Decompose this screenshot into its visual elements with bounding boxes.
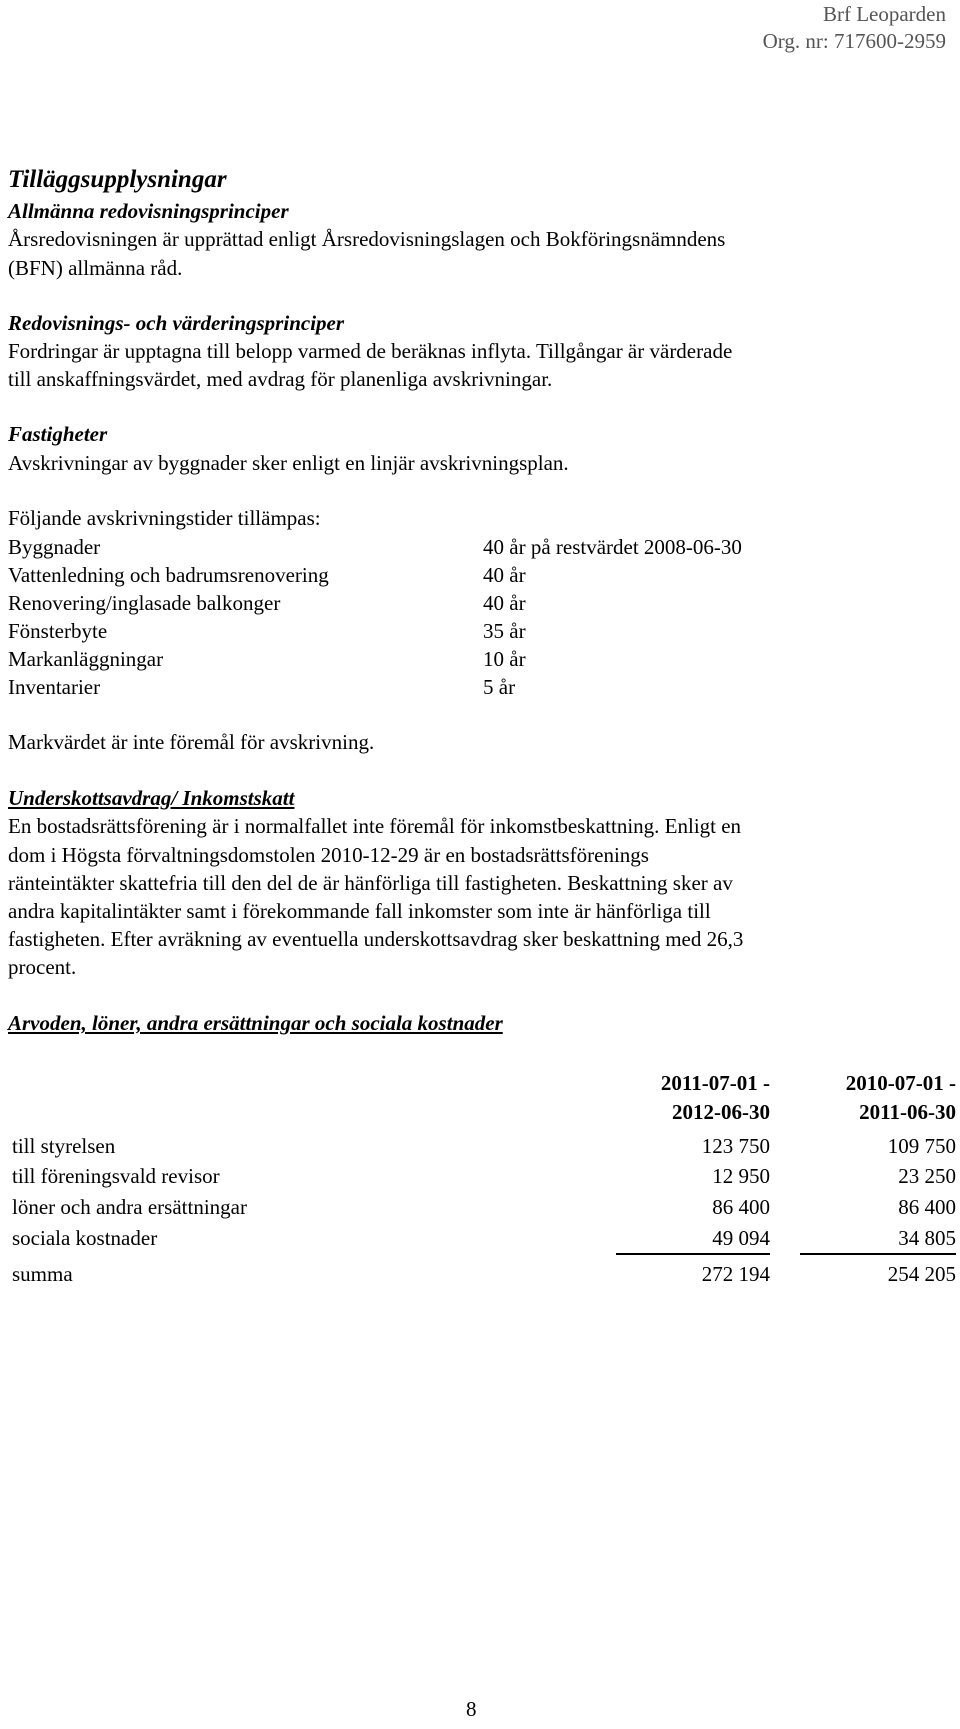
fees-col1-header-line-2: 2012-06-30 xyxy=(672,1100,770,1124)
page-title: Tilläggsupplysningar xyxy=(8,166,227,193)
depreciation-label-inventory: Inventarier xyxy=(8,675,101,699)
valuation-heading: Redovisnings- och värderingsprinciper xyxy=(8,311,345,335)
depreciation-value-inventory: 5 år xyxy=(483,675,516,699)
fees-row-label-auditor: till föreningsvald revisor xyxy=(12,1164,220,1188)
depreciation-value-balconies: 40 år xyxy=(483,591,526,615)
fees-row-label-salaries: löner och andra ersättningar xyxy=(12,1195,247,1219)
depreciation-label-balconies: Renovering/inglasade balkonger xyxy=(8,591,281,615)
valuation-line-2: till anskaffningsvärdet, med avdrag för planenliga avskrivningar. xyxy=(8,367,553,391)
tax-line-6: procent. xyxy=(8,955,77,979)
principles-line-2: (BFN) allmänna råd. xyxy=(8,256,183,280)
fees-row-v2-auditor: 23 250 xyxy=(898,1164,956,1188)
header-org-nr: Org. nr: 717600-2959 xyxy=(762,29,946,53)
tax-line-2: dom i Högsta förvaltningsdomstolen 2010-12-29 är en bostadsrättsförenings xyxy=(8,843,649,867)
tax-line-4: andra kapitalintäkter samt i förekommande fall inkomster som inte är hänförliga till xyxy=(8,899,711,923)
depreciation-label-grounds: Markanläggningar xyxy=(8,647,164,671)
tax-line-1: En bostadsrättsförening är i normalfallet inte föremål för inkomstbeskattning. Enligt en xyxy=(8,814,742,838)
depreciation-intro: Följande avskrivningstider tillämpas: xyxy=(8,506,321,530)
principles-heading: Allmänna redovisningsprinciper xyxy=(8,199,289,223)
depreciation-value-water: 40 år xyxy=(483,563,526,587)
fees-row-v2-salaries: 86 400 xyxy=(898,1195,956,1219)
fees-row-label-board: till styrelsen xyxy=(12,1134,116,1158)
depreciation-value-grounds: 10 år xyxy=(483,647,526,671)
fees-row-v2-social: 34 805 xyxy=(898,1226,956,1250)
fees-heading: Arvoden, löner, andra ersättningar och sociala kostnader xyxy=(8,1011,503,1035)
principles-line-1: Årsredovisningen är upprättad enligt Årsredovisningslagen och Bokföringsnämndens xyxy=(8,227,726,251)
fees-row-v1-auditor: 12 950 xyxy=(712,1164,770,1188)
fees-row-v1-salaries: 86 400 xyxy=(712,1195,770,1219)
depreciation-label-windows: Fönsterbyte xyxy=(8,619,108,643)
fees-col2-sum-rule xyxy=(800,1253,956,1255)
header-org-name: Brf Leoparden xyxy=(822,2,946,26)
fees-row-v1-social: 49 094 xyxy=(712,1226,770,1250)
fees-row-v2-board: 109 750 xyxy=(887,1134,956,1158)
depreciation-note: Markvärdet är inte föremål för avskrivning. xyxy=(8,730,375,754)
property-line-1: Avskrivningar av byggnader sker enligt en linjär avskrivningsplan. xyxy=(8,451,569,475)
fees-row-label-social: sociala kostnader xyxy=(12,1226,158,1250)
fees-col2-header-line-2: 2011-06-30 xyxy=(859,1100,956,1124)
fees-total-v1: 272 194 xyxy=(701,1262,770,1286)
depreciation-label-buildings: Byggnader xyxy=(8,535,101,559)
depreciation-value-windows: 35 år xyxy=(483,619,526,643)
page-number: 8 xyxy=(466,1697,477,1721)
depreciation-label-water: Vattenledning och badrumsrenovering xyxy=(8,563,329,587)
fees-col1-sum-rule xyxy=(616,1253,770,1255)
property-heading: Fastigheter xyxy=(8,422,108,446)
fees-total-label: summa xyxy=(12,1262,73,1286)
tax-line-3: ränteintäkter skattefria till den del de är hänförliga till fastigheten. Beskattning sker av xyxy=(8,871,733,895)
tax-line-5: fastigheten. Efter avräkning av eventuella underskottsavdrag sker beskattning med 26,3 xyxy=(8,927,744,951)
fees-col2-header-line-1: 2010-07-01 - xyxy=(845,1071,956,1095)
valuation-line-1: Fordringar är upptagna till belopp varmed de beräknas inflyta. Tillgångar är värderade xyxy=(8,339,733,363)
fees-row-v1-board: 123 750 xyxy=(701,1134,770,1158)
fees-total-v2: 254 205 xyxy=(887,1262,956,1286)
fees-col1-header-line-1: 2011-07-01 - xyxy=(660,1071,770,1095)
tax-heading: Underskottsavdrag/ Inkomstskatt xyxy=(8,786,295,810)
depreciation-value-buildings: 40 år på restvärdet 2008-06-30 xyxy=(483,535,742,559)
